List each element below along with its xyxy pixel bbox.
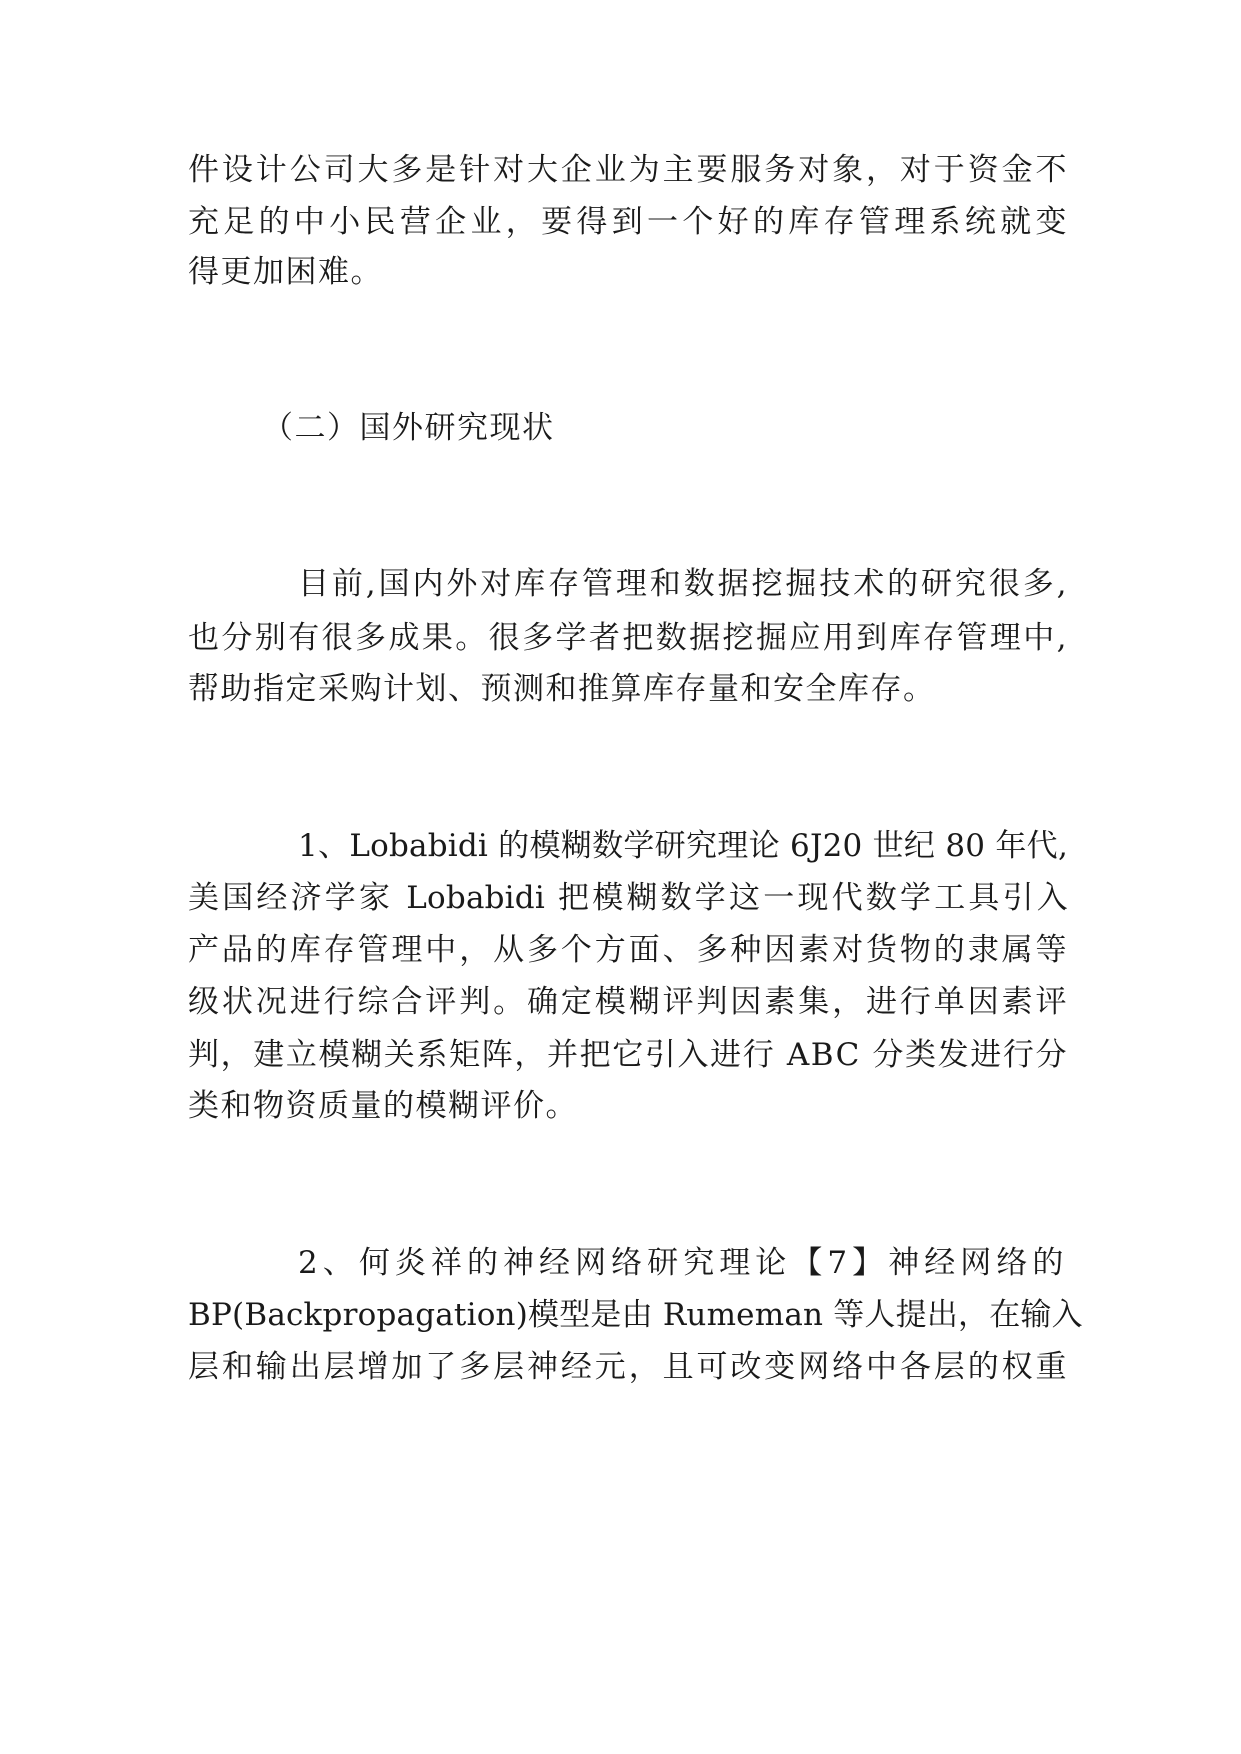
paragraph-1-line-3: 得更加困难。 bbox=[188, 254, 383, 290]
paragraph-4-line-1: 2、何炎祥的神经网络研究理论【7】神经网络的 bbox=[298, 1245, 1068, 1281]
paragraph-3-line-1: 1、Lobabidi 的模糊数学研究理论 6J20 世纪 80 年代, bbox=[298, 828, 1068, 864]
paragraph-1-line-1: 件设计公司大多是针对大企业为主要服务对象，对于资金不 bbox=[188, 152, 1068, 188]
paragraph-3-line-6: 类和物资质量的模糊评价。 bbox=[188, 1088, 578, 1124]
paragraph-3-line-2: 美国经济学家 Lobabidi 把模糊数学这一现代数学工具引入 bbox=[188, 880, 1068, 916]
paragraph-2-line-1: 目前,国内外对库存管理和数据挖掘技术的研究很多, bbox=[298, 566, 1068, 602]
paragraph-1-line-2: 充足的中小民营企业，要得到一个好的库存管理系统就变 bbox=[188, 204, 1068, 240]
paragraph-2-line-3: 帮助指定采购计划、预测和推算库存量和安全库存。 bbox=[188, 671, 936, 707]
paragraph-2-line-2: 也分别有很多成果。很多学者把数据挖掘应用到库存管理中, bbox=[188, 620, 1068, 656]
paragraph-3-line-4: 级状况进行综合评判。确定模糊评判因素集，进行单因素评 bbox=[188, 984, 1068, 1020]
paragraph-4-line-2: BP(Backpropagation)模型是由 Rumeman 等人提出，在输入 bbox=[188, 1297, 1083, 1333]
section-heading: （二）国外研究现状 bbox=[262, 410, 555, 446]
paragraph-4-line-3: 层和输出层增加了多层神经元，且可改变网络中各层的权重 bbox=[188, 1349, 1068, 1385]
paragraph-3-line-5: 判，建立模糊关系矩阵，并把它引入进行 ABC 分类发进行分 bbox=[188, 1037, 1068, 1073]
paragraph-3-line-3: 产品的库存管理中，从多个方面、多种因素对货物的隶属等 bbox=[188, 932, 1068, 968]
